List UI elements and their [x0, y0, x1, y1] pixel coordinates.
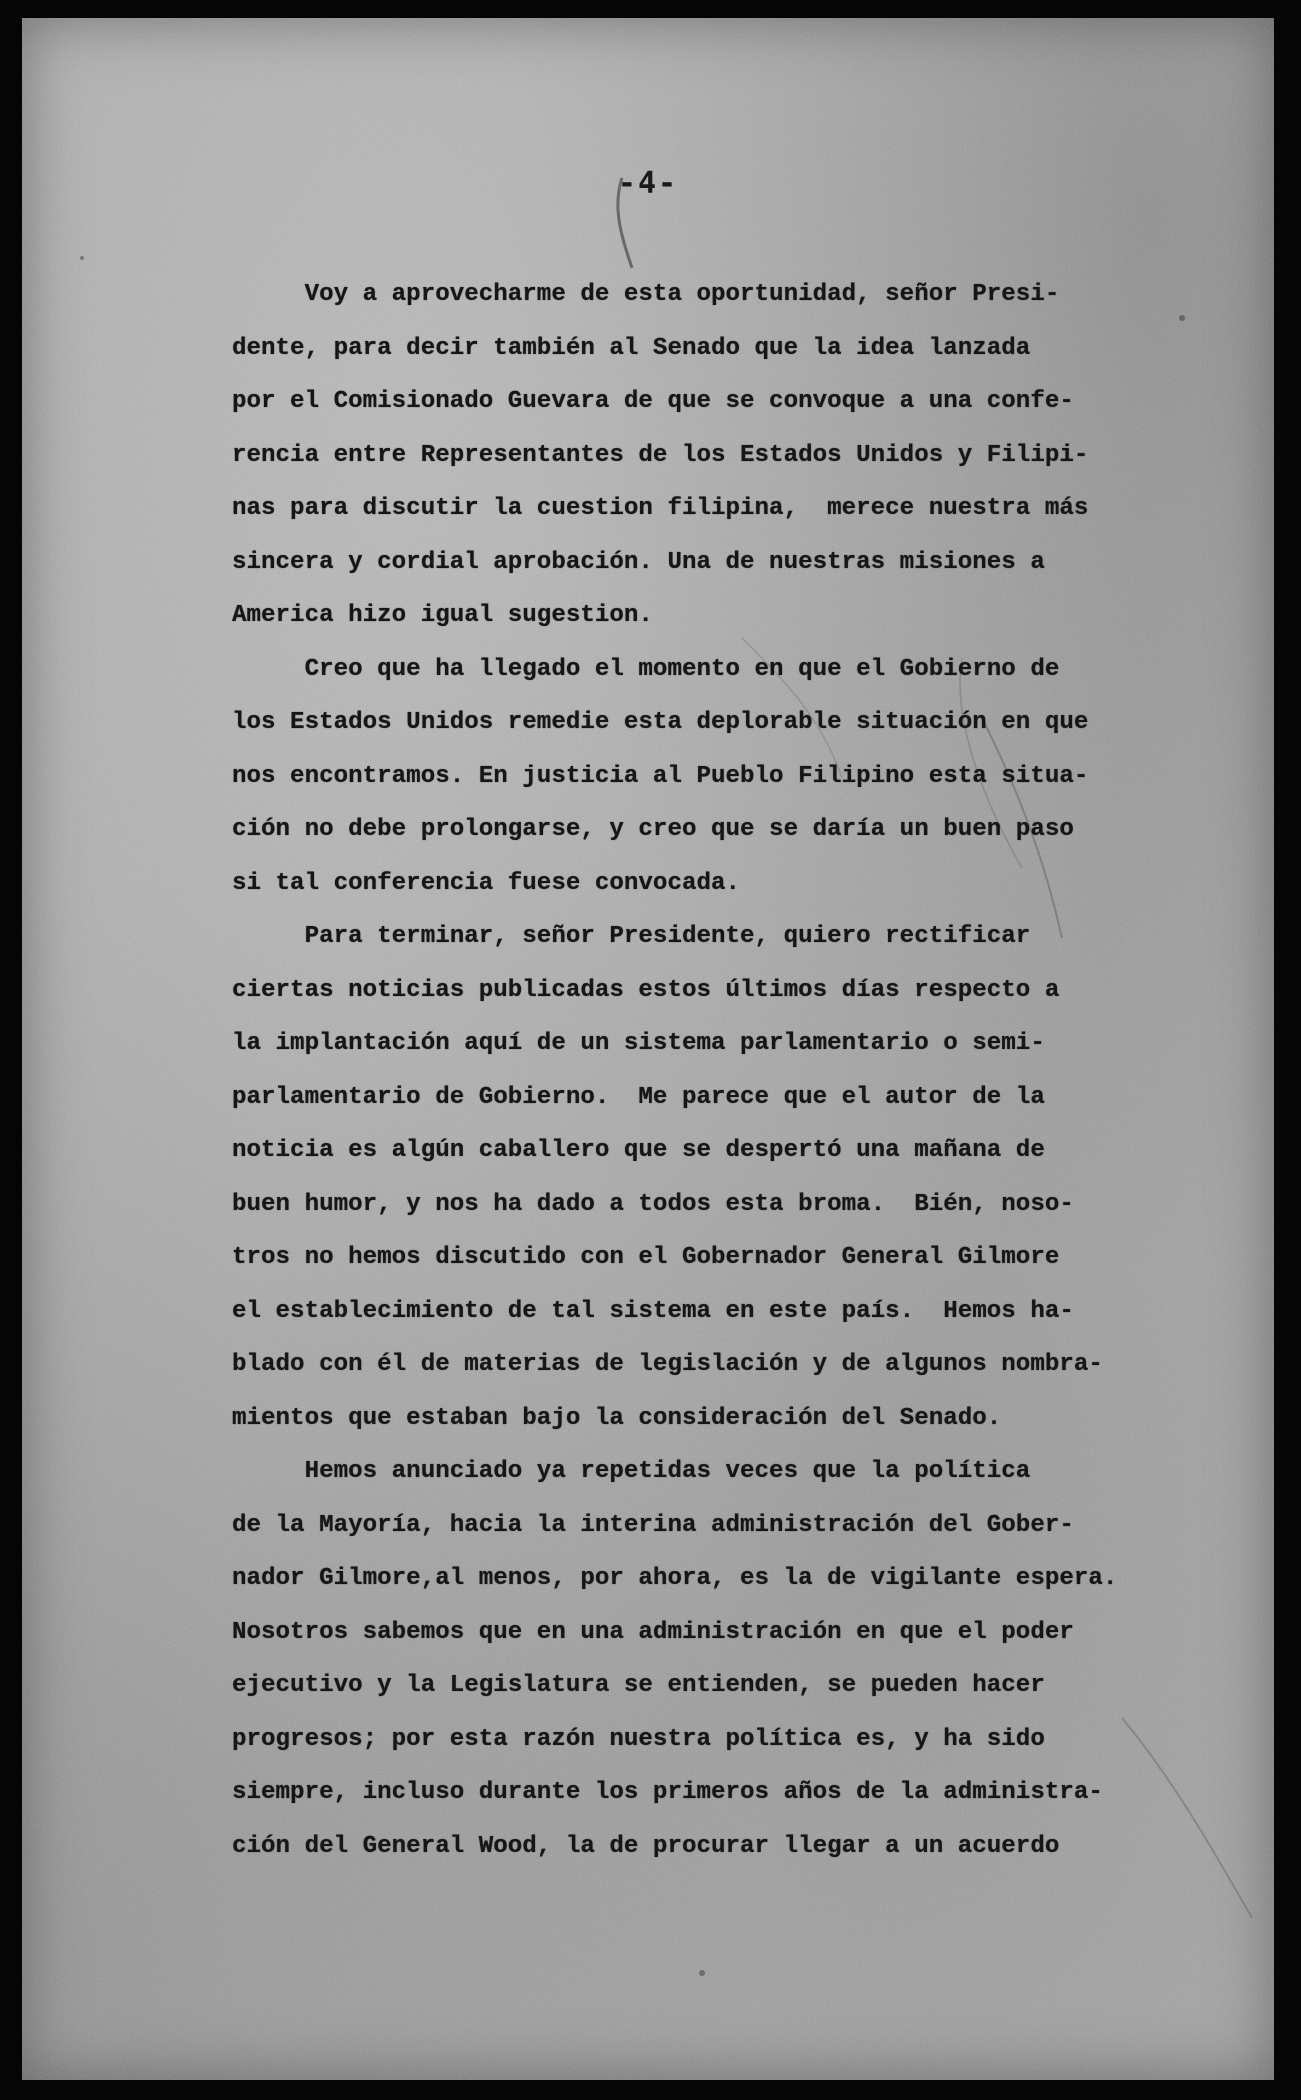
text-line: tros no hemos discutido con el Gobernador General Gilmore — [232, 1244, 1060, 1271]
text-line: si tal conferencia fuese convocada. — [232, 869, 741, 897]
text-line: mientos que estaban bajo la consideración del Senado. — [232, 1404, 1002, 1432]
page-number: -4- — [617, 166, 679, 201]
text-line: siempre, incluso durante los primeros años de la administra- — [232, 1779, 1103, 1806]
text-line: blado con él de materias de legislación y de algunos nombra- — [232, 1351, 1103, 1378]
text-line: ción del General Wood, la de procurar llegar a un acuerdo — [232, 1832, 1060, 1860]
text-line: sincera y cordial aprobación. Una de nuestras misiones a — [232, 548, 1045, 576]
text-line: ejecutivo y la Legislatura se entienden, se pueden hacer — [232, 1672, 1045, 1699]
text-line: progresos; por esta razón nuestra política es, y ha sido — [232, 1725, 1045, 1753]
text-line: por el Comisionado Guevara de que se convoque a una confe- — [232, 388, 1074, 415]
text-line: noticia es algún caballero que se despertó una mañana de — [232, 1137, 1045, 1164]
text-line: ciertas noticias publicadas estos últimos días respecto a — [232, 976, 1060, 1004]
paragraph-3 — [232, 910, 1222, 1445]
paragraph-2 — [232, 643, 1222, 911]
text-line: Voy a aprovecharme de esta oportunidad, señor Presi- — [232, 281, 1060, 308]
text-line: Creo que ha llegado el momento en que el Gobierno de — [232, 655, 1060, 683]
paragraph-4 — [232, 1445, 1222, 1873]
text-line: nador Gilmore,al menos, por ahora, es la de vigilante espera. — [232, 1565, 1118, 1592]
text-line: dente, para decir también al Senado que la idea lanzada — [232, 334, 1031, 362]
text-line: ción no debe prolongarse, y creo que se daría un buen paso — [232, 816, 1074, 843]
paragraph-1 — [232, 268, 1222, 643]
text-line: el establecimiento de tal sistema en este país. Hemos ha- — [232, 1297, 1074, 1325]
text-line: de la Mayoría, hacia la interina administración del Gober- — [232, 1511, 1074, 1539]
text-line: la implantación aquí de un sistema parlamentario o semi- — [232, 1030, 1045, 1057]
text-line: Nosotros sabemos que en una administración en que el poder — [232, 1618, 1074, 1646]
text-line: nas para discutir la cuestion filipina, merece nuestra más — [232, 495, 1089, 522]
text-line: los Estados Unidos remedie esta deplorable situación en que — [232, 709, 1089, 736]
text-line: rencia entre Representantes de los Estados Unidos y Filipi- — [232, 441, 1089, 469]
text-line: nos encontramos. En justicia al Pueblo Filipino esta situa- — [232, 762, 1089, 790]
text-line: buen humor, y nos ha dado a todos esta broma. Bién, noso- — [232, 1190, 1074, 1218]
text-line: parlamentario de Gobierno. Me parece que el autor de la — [232, 1083, 1045, 1111]
text-line: Para terminar, señor Presidente, quiero rectificar — [232, 923, 1031, 950]
text-line: Hemos anunciado ya repetidas veces que la política — [232, 1458, 1031, 1485]
document-body — [232, 268, 1222, 1873]
text-line: America hizo igual sugestion. — [232, 602, 653, 629]
document-page — [22, 18, 1274, 2080]
